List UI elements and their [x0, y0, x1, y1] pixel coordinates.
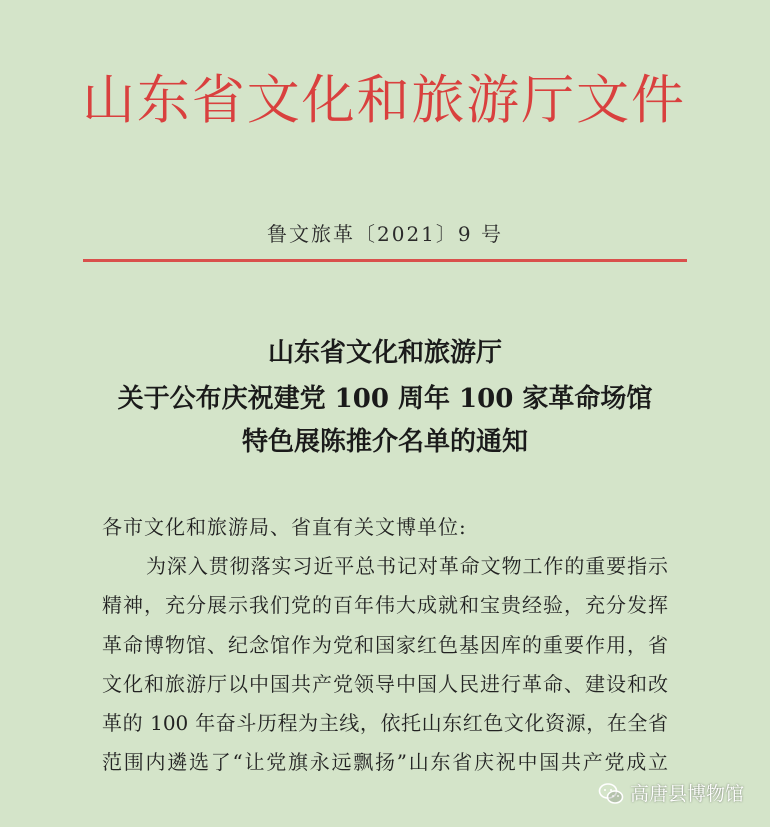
body-line: 精神，充分展示我们党的百年伟大成就和宝贵经验，充分发挥	[102, 593, 668, 617]
body-line: 为深入贯彻落实习近平总书记对革命文物工作的重要指示	[146, 554, 668, 578]
wechat-icon	[598, 782, 624, 806]
body-line: 革的 100 年奋斗历程为主线，依托山东红色文化资源，在全省	[102, 711, 668, 735]
notice-heading-line-3: 特色展陈推介名单的通知	[241, 427, 528, 457]
body-line: 范围内遴选了“让党旗永远飘扬”山东省庆祝中国共产党成立	[102, 750, 668, 774]
notice-heading-line-1: 山东省文化和旅游厅	[267, 338, 502, 368]
body-line: 文化和旅游厅以中国共产党领导中国人民进行革命、建设和改	[102, 672, 668, 696]
body-line: 革命博物馆、纪念馆作为党和国家红色基因库的重要作用，省	[102, 633, 668, 657]
notice-heading-line-2: 关于公布庆祝建党 100 周年 100 家革命场馆	[117, 384, 653, 414]
watermark	[598, 781, 744, 807]
red-divider	[83, 259, 687, 262]
salutation: 各市文化和旅游局、省直有关文博单位:	[102, 515, 467, 539]
watermark-text: 高唐县博物馆	[630, 783, 745, 805]
document-number: 鲁文旅革〔2021〕9 号	[267, 222, 503, 246]
document-header-title: 山东省文化和旅游厅文件	[82, 70, 684, 131]
